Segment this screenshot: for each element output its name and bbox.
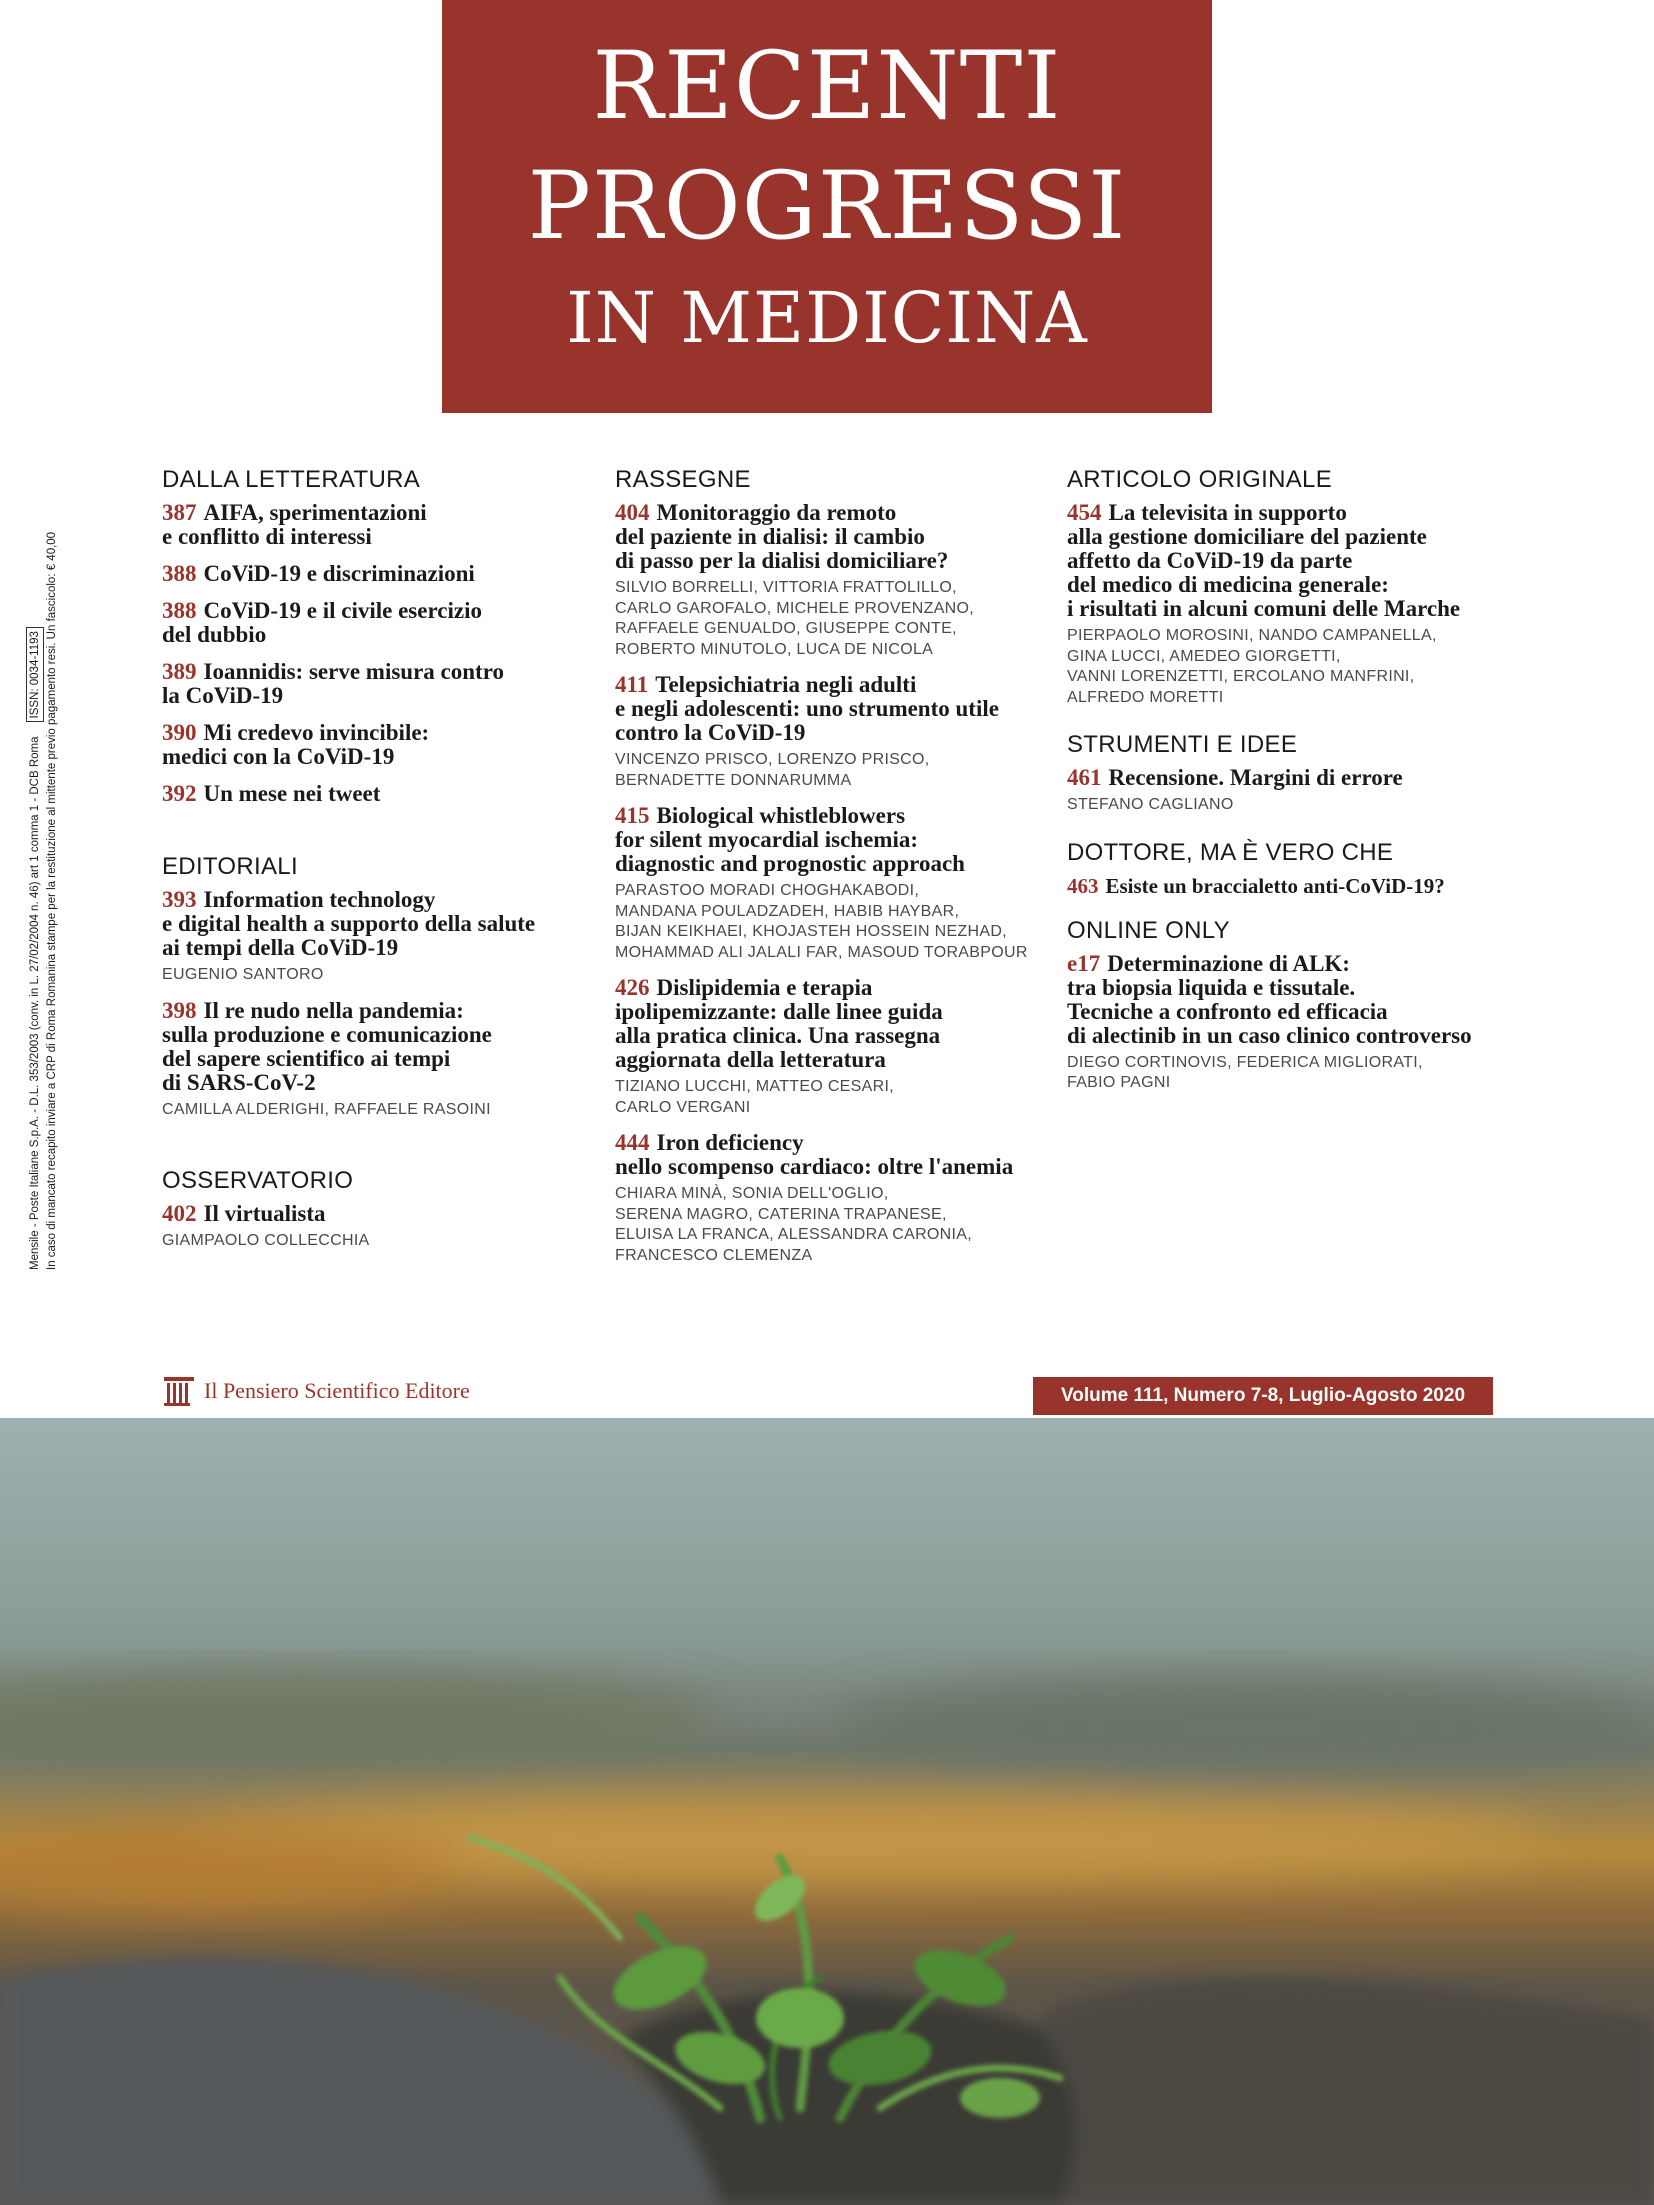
toc-item[interactable] — [162, 782, 582, 806]
journal-masthead — [442, 0, 1212, 413]
page-number: 387 — [162, 500, 197, 525]
article-title: Recensione. Margini di errore — [1108, 765, 1403, 790]
article-title: Dislipidemia e terapia ipolipemizzante: dalle linee guida alla pratica clinica. Una rassegna aggiornata della letteratura — [615, 975, 943, 1072]
article-authors: PARASTOO MORADI CHOGHAKABODI, MANDANA POULADZADEH, HABIB HAYBAR, BIJAN KEIKHAEI, KHOJASTEH HOSSEIN NEZHAD, MOHAMMAD ALI JALALI FAR, MASOUD TORABPOUR — [615, 882, 1028, 961]
article-authors: VINCENZO PRISCO, LORENZO PRISCO, BERNADETTE DONNARUMMA — [615, 751, 930, 789]
page-number: 444 — [615, 1130, 650, 1155]
toc-item[interactable] — [615, 1131, 1055, 1266]
publisher-name: Il Pensiero Scientifico Editore — [204, 1378, 470, 1403]
page-number: 461 — [1067, 765, 1102, 790]
article-title: Mi credevo invincibile: medici con la CoViD-19 — [162, 720, 430, 769]
article-authors: SILVIO BORRELLI, VITTORIA FRATTOLILLO, CARLO GAROFALO, MICHELE PROVENZANO, RAFFAELE GENUALDO, GIUSEPPE CONTE, ROBERTO MINUTOLO, LUCA DE NICOLA — [615, 579, 975, 658]
toc-item[interactable] — [615, 976, 1055, 1118]
page-number: 388 — [162, 561, 197, 586]
section-heading: EDITORIALI — [162, 853, 298, 880]
page-number: 411 — [615, 672, 649, 697]
article-title: Il re nudo nella pandemia: sulla produzione e comunicazione del sapere scientifico ai tempi di SARS-CoV-2 — [162, 997, 492, 1095]
article-title: CoViD-19 e discriminazioni — [203, 561, 475, 586]
article-authors: CHIARA MINÀ, SONIA DELL'OGLIO, SERENA MAGRO, CATERINA TRAPANESE, ELUISA LA FRANCA, ALESSANDRA CARONIA, FRANCESCO CLEMENZA — [615, 1185, 972, 1264]
page-number: 389 — [162, 659, 197, 684]
article-title: Ioannidis: serve misura contro la CoViD-19 — [162, 659, 504, 708]
article-authors: GIAMPAOLO COLLECCHIA — [162, 1232, 370, 1249]
masthead-line-1: RECENTI — [592, 32, 1062, 141]
article-authors: EUGENIO SANTORO — [162, 966, 324, 983]
article-title: AIFA, sperimentazioni e conflitto di interessi — [162, 500, 427, 549]
section-heading: DALLA LETTERATURA — [162, 466, 421, 493]
page-number: 390 — [162, 720, 197, 745]
toc-item[interactable] — [162, 599, 582, 647]
page-number: 426 — [615, 975, 650, 1000]
toc-item[interactable] — [615, 501, 1055, 660]
postal-sidebar — [26, 440, 66, 1270]
page-number: 454 — [1067, 500, 1102, 525]
toc-item[interactable] — [162, 660, 582, 708]
page-number: 402 — [162, 1201, 197, 1226]
toc-item[interactable] — [615, 804, 1055, 963]
toc-item[interactable] — [162, 501, 582, 549]
toc-item[interactable] — [615, 673, 1055, 791]
cover-photo — [0, 1418, 1654, 2205]
toc-item[interactable] — [1067, 501, 1517, 708]
postal-line-1: Mensile - Poste Italiane S.p.A. - D.L. 353/2003 (conv. in L. 27/02/2004 n. 46) art 1 comma 1 - DCB RomaISSN: 0034-1193 — [26, 440, 44, 1270]
page-number: 392 — [162, 781, 197, 806]
masthead-line-3: IN MEDICINA — [566, 277, 1088, 359]
publisher-logo[interactable] — [162, 1374, 470, 1408]
article-title: Monitoraggio da remoto del paziente in dialisi: il cambio di passo per la dialisi domiciliare? — [615, 500, 949, 573]
article-title: Biological whistleblowers for silent myocardial ischemia: diagnostic and prognostic approach — [615, 803, 965, 876]
section-heading: DOTTORE, MA È VERO CHE — [1067, 838, 1394, 866]
toc-item[interactable] — [162, 562, 582, 586]
section-heading: OSSERVATORIO — [162, 1167, 354, 1194]
section-heading: RASSEGNE — [615, 466, 751, 493]
postal-line-2: In caso di mancato recapito inviare a CRP di Roma Romanina stampe per la restituzione al mittente previo pagamento resi. Un fascicolo: € 40,00 — [46, 531, 58, 1270]
page-number: 415 — [615, 803, 650, 828]
toc-item[interactable] — [162, 888, 582, 986]
page-number: 388 — [162, 598, 197, 623]
page-number: 463 — [1067, 873, 1099, 898]
article-title: Determinazione di ALK: tra biopsia liquida e tissutale. Tecniche a confronto ed efficacia di alectinib in un caso clinico controverso — [1067, 950, 1472, 1048]
toc-item[interactable] — [162, 999, 582, 1121]
issn-box: ISSN: 0034-1193 — [26, 627, 44, 722]
toc-item[interactable] — [1067, 874, 1517, 898]
article-authors: PIERPAOLO MOROSINI, NANDO CAMPANELLA, GINA LUCCI, AMEDEO GIORGETTI, VANNI LORENZETTI, ERCOLANO MANFRINI, ALFREDO MORETTI — [1067, 627, 1437, 706]
article-authors: CAMILLA ALDERIGHI, RAFFAELE RASOINI — [162, 1100, 491, 1118]
columns-logo-icon — [162, 1374, 196, 1408]
toc-item[interactable] — [1067, 952, 1517, 1094]
toc-item[interactable] — [162, 721, 582, 769]
plant-in-rock-photo — [0, 1418, 1654, 2205]
article-title: CoViD-19 e il civile esercizio del dubbio — [162, 598, 482, 647]
toc-item[interactable] — [1067, 766, 1517, 816]
volume-badge: Volume 111, Numero 7-8, Luglio-Agosto 2020 — [1033, 1377, 1493, 1415]
article-title: Un mese nei tweet — [203, 781, 381, 806]
article-title: Information technology e digital health a supporto della salute ai tempi della CoViD-19 — [162, 887, 536, 960]
page-number: 393 — [162, 887, 197, 912]
toc-column-3 — [1067, 465, 1517, 1107]
toc-column-1 — [162, 465, 582, 1265]
article-title: Esiste un braccialetto anti-CoViD-19? — [1105, 873, 1445, 898]
article-title: Iron deficiency nello scompenso cardiaco: oltre l'anemia — [615, 1130, 1014, 1179]
article-authors: STEFANO CAGLIANO — [1067, 796, 1234, 813]
masthead-line-2: PROGRESSI — [527, 152, 1127, 261]
page-number: 398 — [162, 997, 197, 1023]
article-authors: TIZIANO LUCCHI, MATTEO CESARI, CARLO VERGANI — [615, 1078, 894, 1116]
section-heading: ARTICOLO ORIGINALE — [1067, 466, 1333, 493]
section-heading: STRUMENTI E IDEE — [1067, 731, 1298, 758]
toc-item[interactable] — [162, 1202, 582, 1252]
section-heading: ONLINE ONLY — [1067, 916, 1230, 944]
article-title: Telepsichiatria negli adulti e negli adolescenti: uno strumento utile contro la CoViD-19 — [615, 672, 999, 745]
toc-column-2 — [615, 465, 1055, 1279]
article-authors: DIEGO CORTINOVIS, FEDERICA MIGLIORATI, FABIO PAGNI — [1067, 1053, 1423, 1091]
article-title: Il virtualista — [203, 1201, 326, 1226]
page-number: e17 — [1067, 950, 1101, 976]
page-number: 404 — [615, 500, 650, 525]
article-title: La televisita in supporto alla gestione domiciliare del paziente affetto da CoViD-19 da parte del medico di medicina generale: i risultati in alcuni comuni delle Marche — [1067, 500, 1461, 621]
